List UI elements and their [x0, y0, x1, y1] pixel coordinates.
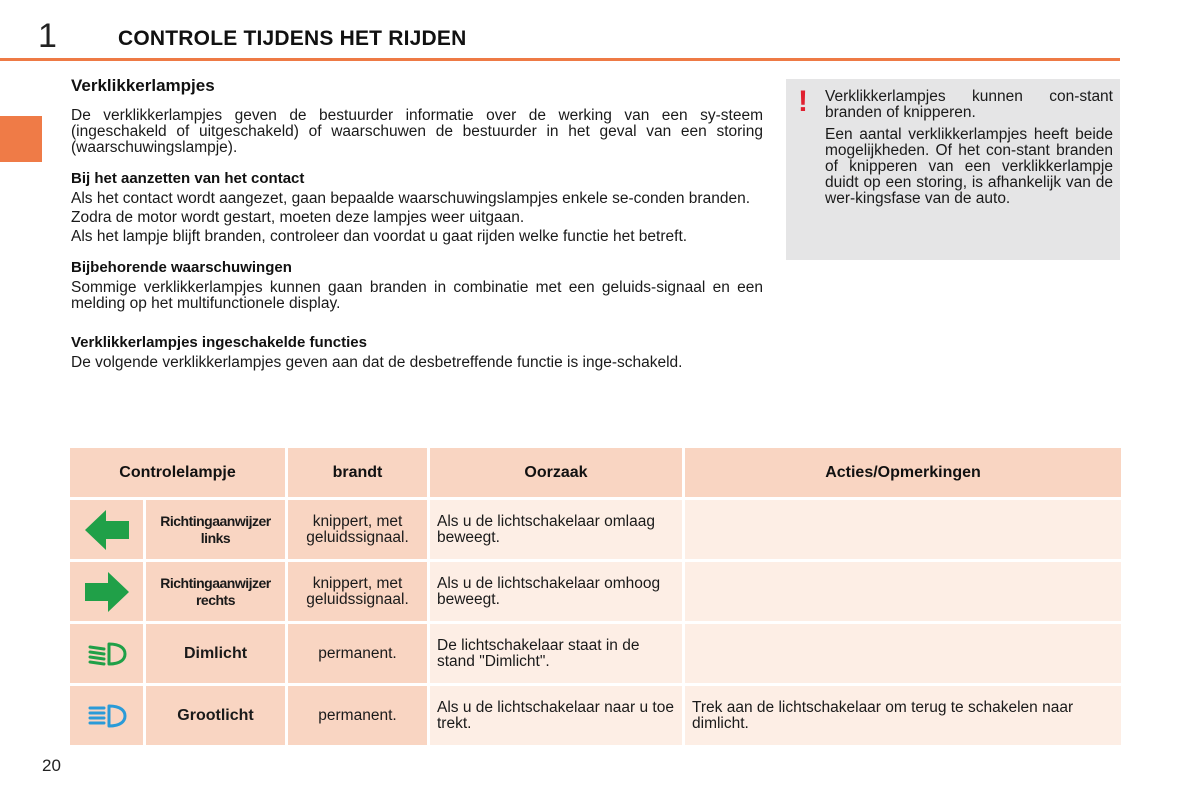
ignition-paragraph-3: Als het lampje blijft branden, controleer dan voordat u gaat rijden welke functie het betreft. [71, 228, 688, 245]
lamp-cause: Als u de lichtschakelaar omhoog beweegt. [430, 562, 682, 621]
lamp-cause: Als u de lichtschakelaar omlaag beweegt. [430, 500, 682, 559]
lamp-state: knippert, met geluidssignaal. [288, 500, 427, 559]
low-beam-icon [87, 641, 127, 667]
table-row [70, 624, 1121, 683]
lamp-name: Richtingaanwijzer links [146, 500, 285, 559]
note-paragraph-1: Verklikkerlampjes kunnen con-stant branden of knipperen. [825, 88, 1113, 121]
lamp-name: Grootlicht [146, 686, 285, 745]
lamp-state: knippert, met geluidssignaal. [288, 562, 427, 621]
subheading-warnings: Bijbehorende waarschuwingen [71, 259, 292, 276]
chapter-title: CONTROLE TIJDENS HET RIJDEN [118, 27, 467, 50]
exclamation-icon: ! [798, 85, 808, 118]
page-number: 20 [42, 756, 61, 775]
lamp-icon-cell [70, 500, 143, 559]
subheading-functions: Verklikkerlampjes ingeschakelde functies [71, 334, 367, 351]
lamp-icon-cell [70, 624, 143, 683]
header-rule [0, 58, 1120, 61]
warnings-paragraph: Sommige verklikkerlampjes kunnen gaan branden in combinatie met een geluids-signaal en een melding op het multifunctionele display. [71, 279, 763, 312]
table-row [70, 562, 1121, 621]
high-beam-icon [87, 703, 127, 729]
lamp-cause: De lichtschakelaar staat in de stand "Dimlicht". [430, 624, 682, 683]
ignition-paragraph-2: Zodra de motor wordt gestart, moeten deze lampjes weer uitgaan. [71, 209, 525, 226]
note-paragraph-2: Een aantal verklikkerlampjes heeft beide mogelijkheden. Of het con-stant branden of knipperen van een verklikkerlampje duidt op een storing, is afhankelijk van de wer-kingsfase van de auto. [825, 126, 1113, 207]
header-oorzaak: Oorzaak [430, 448, 682, 497]
subheading-ignition: Bij het aanzetten van het contact [71, 170, 305, 187]
intro-paragraph: De verklikkerlampjes geven de bestuurder informatie over de werking van een sy-steem (ingeschakeld of uitgeschakeld) of waarschuwen de bestuurder in het geval van een storing (waarschuwingslampje). [71, 107, 763, 156]
header-acties: Acties/Opmerkingen [685, 448, 1121, 497]
warning-lamps-table [67, 445, 1124, 748]
lamp-action [685, 624, 1121, 683]
ignition-paragraph-1: Als het contact wordt aangezet, gaan bepaalde waarschuwingslampjes enkele se-conden branden. [71, 190, 750, 207]
header-controlelampje: Controlelampje [70, 448, 285, 497]
chapter-number: 1 [38, 17, 57, 55]
lamp-icon-cell [70, 562, 143, 621]
lamp-icon-cell [70, 686, 143, 745]
arrow-right-icon [84, 571, 130, 613]
section-title: Verklikkerlampjes [71, 76, 215, 95]
lamp-action [685, 500, 1121, 559]
lamp-name: Dimlicht [146, 624, 285, 683]
main-text-column [71, 76, 763, 374]
arrow-left-icon [84, 509, 130, 551]
functions-paragraph: De volgende verklikkerlampjes geven aan dat de desbetreffende functie is inge-schakeld. [71, 354, 683, 371]
lamp-state: permanent. [288, 624, 427, 683]
table-row [70, 500, 1121, 559]
lamp-action [685, 562, 1121, 621]
header-brandt: brandt [288, 448, 427, 497]
chapter-tab-marker [0, 116, 42, 162]
lamp-cause: Als u de lichtschakelaar naar u toe trekt. [430, 686, 682, 745]
table-row [70, 686, 1121, 745]
table-header-row [70, 448, 1121, 497]
lamp-state: permanent. [288, 686, 427, 745]
lamp-action: Trek aan de lichtschakelaar om terug te schakelen naar dimlicht. [685, 686, 1121, 745]
note-box [786, 79, 1120, 260]
lamp-name: Richtingaanwijzer rechts [146, 562, 285, 621]
